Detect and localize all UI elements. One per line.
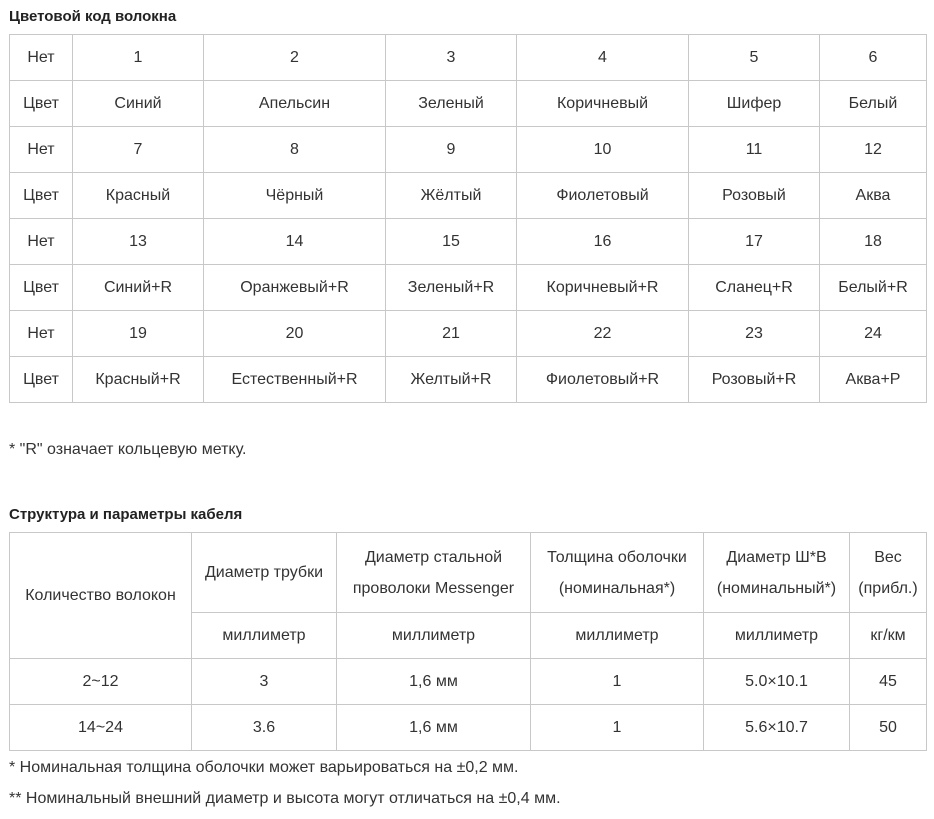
cable-header-row [10,533,927,613]
header-cell [531,533,704,613]
diameter-tolerance-note: ** Номинальный внешний диаметр и высота могут отличаться на ±0,4 мм. [9,790,561,807]
number-row [10,127,927,173]
table-cell: 7 [73,127,204,173]
table-cell: Апельсин [204,81,386,127]
header-cell [850,533,927,613]
table-cell: Белый [820,81,927,127]
table-cell: Шифер [689,81,820,127]
table-cell: 1 [73,35,204,81]
header-line: Толщина оболочки [547,548,687,566]
row-label-cell: Цвет [10,81,73,127]
table-cell: 9 [386,127,517,173]
table-row [10,659,927,705]
row-label-cell: Нет [10,219,73,265]
table-cell: Жёлтый [386,173,517,219]
table-cell: 2 [204,35,386,81]
header-line: (номинальный*) [716,579,837,597]
table-cell: 5 [689,35,820,81]
table-cell: Фиолетовый [517,173,689,219]
table-cell: 20 [204,311,386,357]
table-cell: 15 [386,219,517,265]
cable-structure-title: Структура и параметры кабеля [9,506,243,523]
header-cell [704,533,850,613]
unit-cell: кг/км [850,613,927,659]
table-cell: 21 [386,311,517,357]
header-line: Диаметр трубки [204,564,324,581]
number-row [10,219,927,265]
color-row [10,265,927,311]
table-cell: Розовый+R [689,357,820,403]
color-row [10,357,927,403]
table-cell: 1 [531,659,704,705]
fiber-count-header: Количество волокон [10,533,192,659]
table-cell: 13 [73,219,204,265]
sheath-tolerance-note: * Номинальная толщина оболочки может варьироваться на ±0,2 мм. [9,759,519,776]
row-label-cell: Нет [10,127,73,173]
header-cell [192,533,337,613]
table-cell: Зеленый [386,81,517,127]
table-cell: 17 [689,219,820,265]
table-cell: 10 [517,127,689,173]
row-label-cell: Цвет [10,173,73,219]
table-cell: 16 [517,219,689,265]
table-cell: 19 [73,311,204,357]
color-row [10,173,927,219]
header-cell [337,533,531,613]
color-code-title: Цветовой код волокна [9,8,177,25]
table-cell: 24 [820,311,927,357]
table-cell: 3.6 [192,705,337,751]
header-line: Вес [874,548,902,566]
row-label-cell: Нет [10,35,73,81]
table-cell: 3 [386,35,517,81]
table-cell: Аква+Р [820,357,927,403]
fiber-color-table [9,34,927,403]
table-cell: Белый+R [820,265,927,311]
unit-cell: миллиметр [704,613,850,659]
cable-parameters-table [9,532,927,751]
table-cell: 18 [820,219,927,265]
table-cell: 6 [820,35,927,81]
number-row [10,311,927,357]
table-cell: 1,6 мм [337,659,531,705]
ring-mark-note: * "R" означает кольцевую метку. [9,441,247,458]
header-line: (номинальная*) [558,579,676,597]
table-cell: 5.0×10.1 [704,659,850,705]
header-line: Диаметр стальной [364,548,503,566]
number-row [10,35,927,81]
table-cell: 4 [517,35,689,81]
table-row [10,705,927,751]
table-cell: Сланец+R [689,265,820,311]
table-cell: 14~24 [10,705,192,751]
table-cell: 12 [820,127,927,173]
table-cell: 8 [204,127,386,173]
color-row [10,81,927,127]
table-cell: 3 [192,659,337,705]
unit-cell: миллиметр [531,613,704,659]
table-cell: Чёрный [204,173,386,219]
table-cell: 23 [689,311,820,357]
table-cell: Коричневый+R [517,265,689,311]
table-cell: 45 [850,659,927,705]
table-cell: Естественный+R [204,357,386,403]
header-line: Диаметр Ш*В [726,548,827,566]
table-cell: 14 [204,219,386,265]
table-cell: Красный [73,173,204,219]
table-cell: Зеленый+R [386,265,517,311]
table-cell: 11 [689,127,820,173]
row-label-cell: Цвет [10,265,73,311]
header-line: проволоки Messenger [352,579,515,597]
row-label-cell: Нет [10,311,73,357]
table-cell: 5.6×10.7 [704,705,850,751]
unit-cell: миллиметр [337,613,531,659]
table-cell: Оранжевый+R [204,265,386,311]
table-cell: 22 [517,311,689,357]
unit-cell: миллиметр [192,613,337,659]
table-cell: 50 [850,705,927,751]
table-cell: Синий [73,81,204,127]
table-cell: 1,6 мм [337,705,531,751]
header-line: (прибл.) [858,579,918,597]
row-label-cell: Цвет [10,357,73,403]
table-cell: Розовый [689,173,820,219]
table-cell: Коричневый [517,81,689,127]
table-cell: 2~12 [10,659,192,705]
table-cell: Синий+R [73,265,204,311]
table-cell: Красный+R [73,357,204,403]
table-cell: Аква [820,173,927,219]
table-cell: 1 [531,705,704,751]
table-cell: Желтый+R [386,357,517,403]
table-cell: Фиолетовый+R [517,357,689,403]
